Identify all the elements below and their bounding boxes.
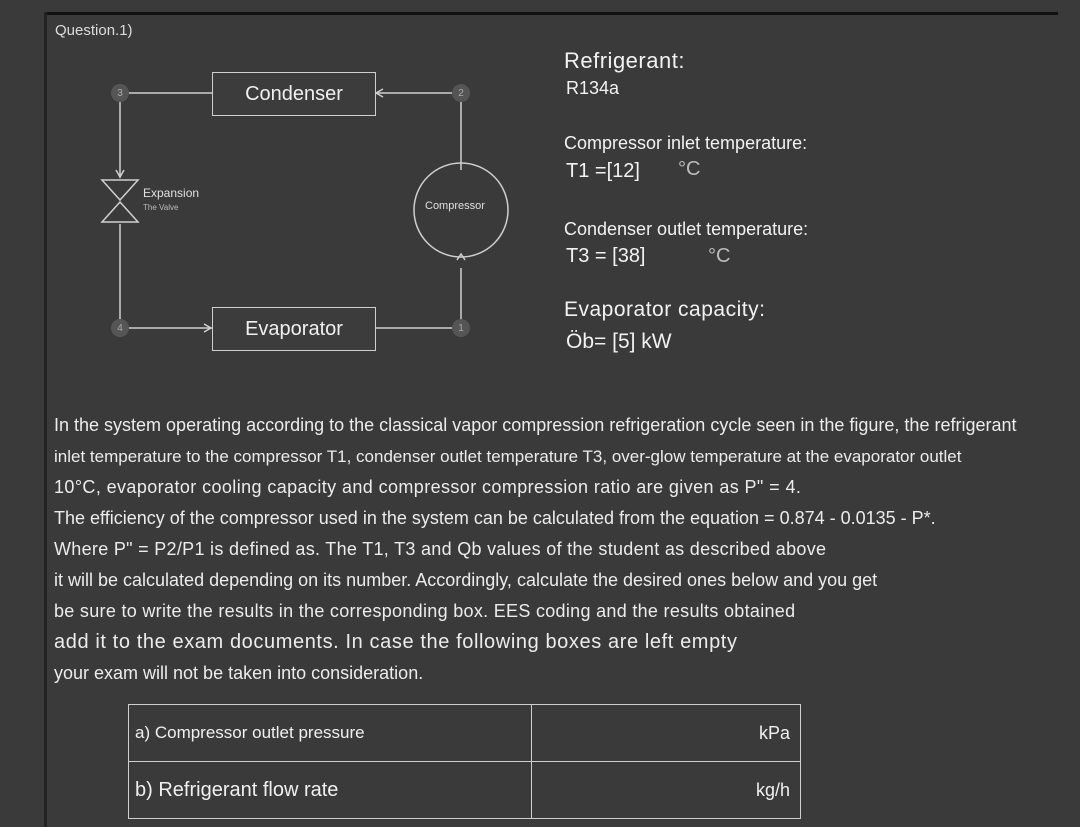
- answer-label: a) Compressor outlet pressure: [129, 705, 532, 762]
- paragraph-line: inlet temperature to the compressor T1, condenser outlet temperature T3, over-glow temperature at the evaporator outlet: [54, 447, 962, 466]
- refrigerant-label: Refrigerant:: [564, 48, 685, 73]
- question-label: Question.1): [55, 22, 133, 39]
- paragraph-line: it will be calculated depending on its number. Accordingly, calculate the desired ones below and you get: [54, 570, 878, 590]
- expansion-label: Expansion: [143, 186, 200, 200]
- condenser-box: [212, 72, 376, 116]
- top-border: [44, 12, 1058, 15]
- table-row: [129, 705, 801, 762]
- problem-statement: [54, 410, 1034, 689]
- condenser-label: Condenser: [245, 82, 343, 105]
- node-1: 1: [452, 319, 470, 337]
- answer-label: b) Refrigerant flow rate: [129, 762, 532, 819]
- unit-label: kg/h: [755, 779, 790, 800]
- t1-label: Compressor inlet temperature:: [564, 133, 808, 153]
- t3-value: T3 = [38]: [566, 245, 646, 267]
- qb-label: Evaporator capacity:: [564, 298, 766, 321]
- evaporator-box: [212, 307, 376, 351]
- paragraph-line: 10°C, evaporator cooling capacity and compressor compression ratio are given as P" = 4.: [54, 477, 802, 497]
- t1-unit: °C: [678, 158, 701, 180]
- refrigerant-value: R134a: [566, 78, 620, 98]
- paragraph-line: In the system operating according to the classical vapor compression refrigeration cycle seen in the figure, the refrigerant: [54, 415, 1017, 435]
- paragraph-line: The efficiency of the compressor used in the system can be calculated from the equation = 0.874 - 0.0135 - P*.: [54, 508, 936, 528]
- evaporator-label: Evaporator: [245, 317, 343, 340]
- valve-label: The Valve: [143, 203, 179, 212]
- paragraph-line: your exam will not be taken into consideration.: [54, 663, 424, 683]
- table-row: [129, 762, 801, 819]
- answer-input-flow-rate[interactable]: [532, 762, 801, 819]
- t3-unit: °C: [708, 245, 731, 267]
- answer-input-pressure[interactable]: [532, 705, 801, 762]
- qb-value: Öb= [5] kW: [566, 330, 672, 353]
- answer-table: [128, 704, 801, 819]
- unit-label: kPa: [758, 722, 790, 743]
- node-3: 3: [111, 84, 129, 102]
- compressor-label: Compressor: [425, 200, 485, 212]
- node-2: 2: [452, 84, 470, 102]
- t3-label: Condenser outlet temperature:: [564, 219, 809, 239]
- paragraph-line: Where P" = P2/P1 is defined as. The T1, T3 and Qb values of the student as described above: [54, 539, 827, 559]
- left-border: [44, 12, 47, 827]
- node-4: 4: [111, 319, 129, 337]
- paragraph-line: be sure to write the results in the corresponding box. EES coding and the results obtained: [54, 601, 796, 621]
- paragraph-line: add it to the exam documents. In case the following boxes are left empty: [54, 631, 738, 653]
- t1-value: T1 =[12]: [566, 160, 640, 182]
